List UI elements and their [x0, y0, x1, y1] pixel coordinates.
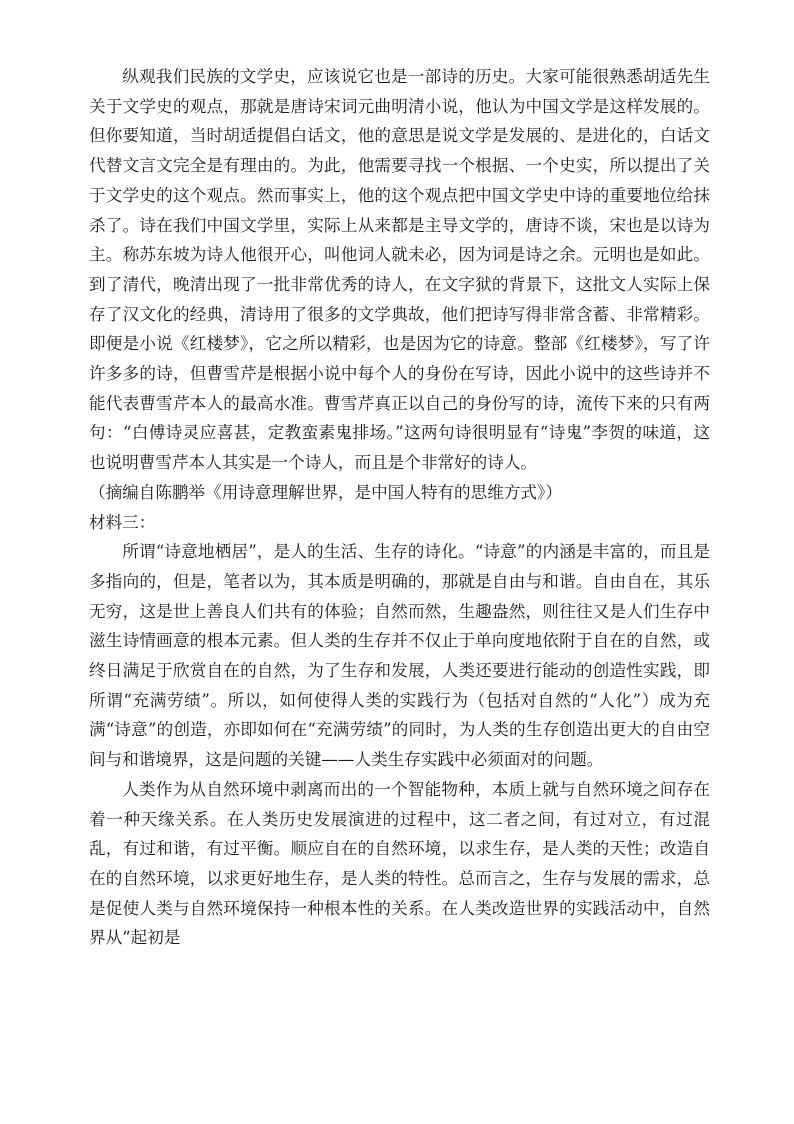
- document-body: [89, 62, 710, 953]
- paragraph-literary-history: 纵观我们民族的文学史，应该说它也是一部诗的历史。大家可能很熟悉胡适先生关于文学史的观点，那就是唐诗宋词元曲明清小说，他认为中国文学是这样发展的。但你要知道，当时胡适提倡白话文，他的意思是说文学是发展的、是进化的，白话文代替文言文完全是有理由的。为此，他需要寻找一个根据、一个史实，所以提出了关于文学史的这个观点。然而事实上，他的这个观点把中国文学史中诗的重要地位给抹杀了。诗在我们中国文学里，实际上从来都是主导文学的，唐诗不谈，宋也是以诗为主。称苏东坡为诗人他很开心，叫他词人就未必，因为词是诗之余。元明也是如此。到了清代，晚清出现了一批非常优秀的诗人，在文字狱的背景下，这批文人实际上保存了汉文化的经典，清诗用了很多的文学典故，他们把诗写得非常含蓄、非常精彩。即便是小说《红楼梦》，它之所以精彩，也是因为它的诗意。整部《红楼梦》，写了许许多多的诗，但曹雪芹是根据小说中每个人的身份在写诗，因此小说中的这些诗并不能代表曹雪芹本人的最高水准。曹雪芹真正以自己的身份写的诗，流传下来的只有两句：“白傅诗灵应喜甚，定教蛮素鬼排场。”这两句诗很明显有“诗鬼”李贺的味道，这也说明曹雪芹本人其实是一个诗人，而且是个非常好的诗人。: [89, 67, 710, 473]
- paragraph-human-nature-relation: 人类作为从自然环境中剥离而出的一个智能物种，本质上就与自然环境之间存在着一种天缘关系。在人类历史发展演进的过程中，这二者之间，有过对立，有过混乱，有过和谐，有过平衡。顺应自在的自然环境，以求生存，是人类的天性；改造自在的自然环境，以求更好地生存，是人类的特性。总而言之，生存与发展的需求，总是促使人类与自然环境保持一种根本性的关系。在人类改造世界的实践活动中，自然界从“起初是: [89, 779, 710, 948]
- section-label-material-three: 材料三：: [89, 512, 156, 532]
- paragraph-poetic-dwelling: 所谓“诗意地栖居”，是人的生活、生存的诗化。“诗意”的内涵是丰富的，而且是多指向的，但是，笔者以为，其本质是明确的，那就是自由与和谐。自由自在，其乐无穷，这是世上善良人们共有的体验；自然而然，生趣盎然，则往往又是人们生存中滋生诗情画意的根本元素。但人类的生存并不仅止于单向度地依附于自在的自然，或终日满足于欣赏自在的自然，为了生存和发展，人类还要进行能动的创造性实践，即所谓“充满劳绩”。所以，如何使得人类的实践行为（包括对自然的“人化”）成为充满“诗意”的创造，亦即如何在“充满劳绩”的同时，为人类的生存创造出更大的自由空间与和谐境界，这是问题的关键——人类生存实践中必须面对的问题。: [89, 542, 710, 770]
- source-citation: （摘编自陈鹏举《用诗意理解世界，是中国人特有的思维方式》）: [89, 482, 562, 502]
